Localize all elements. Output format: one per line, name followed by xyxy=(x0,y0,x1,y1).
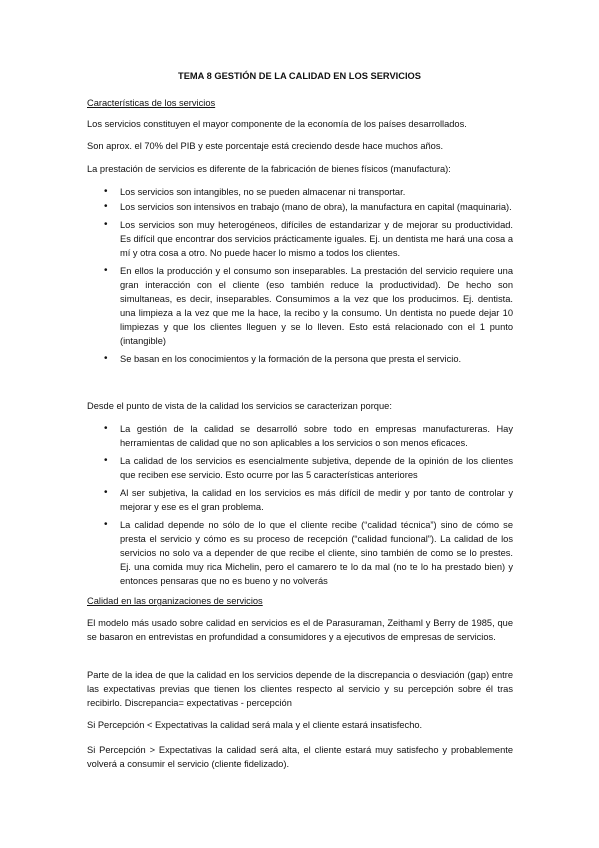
paragraph: El modelo más usado sobre calidad en servicios es el de Parasuraman, Zeithaml y Berry de 1985, que se basaron en entrevistas en profundidad a consumidores y a ejecutivos de empresas de servicios. xyxy=(87,618,513,642)
paragraph: Parte de la idea de que la calidad en los servicios depende de la discrepancia o desviación (gap) entre las expectativas previas que tienen los clientes respecto al servicio y su percepción sobre él tras recibirlo. Discrepancia= expectativas - percepción xyxy=(87,670,513,708)
page-title: TEMA 8 GESTIÓN DE LA CALIDAD EN LOS SERVICIOS xyxy=(178,71,421,81)
bullet-icon: • xyxy=(104,519,108,530)
list-item xyxy=(87,352,513,366)
list-item xyxy=(87,486,513,514)
list-item xyxy=(87,218,513,260)
list-item-text: Los servicios son intensivos en trabajo (mano de obra), la manufactura en capital (maquinaria). xyxy=(120,202,512,212)
list-item-text: Al ser subjetiva, la calidad en los servicios es más difícil de medir y por tanto de controlar y mejorar y ese es el gran problema. xyxy=(120,488,513,512)
section-heading-caracteristicas: Características de los servicios xyxy=(87,98,216,108)
bullet-icon: • xyxy=(104,487,108,498)
bullet-icon: • xyxy=(104,186,108,197)
bullet-icon: • xyxy=(104,265,108,276)
list-item-text: La gestión de la calidad se desarrolló sobre todo en empresas manufactureras. Hay herramientas de calidad que no son aplicables a los servicios o son menos eficaces. xyxy=(120,424,513,448)
list-item xyxy=(87,264,513,348)
list-item xyxy=(87,422,513,450)
list-item xyxy=(87,518,513,588)
list-item-text: Los servicios son muy heterogéneos, difíciles de estandarizar y de mejorar su productividad. Es difícil que encontrar dos servicios prácticamente iguales. Ej. un dentista me hará una cosa a mí y otra cosa a otro. No puede hacer lo mismo a todos los clientes. xyxy=(120,220,513,258)
list-item-text: En ellos la producción y el consumo son inseparables. La prestación del servicio requiere una gran interacción con el cliente (eso también reduce la productividad). De hecho son simultaneas, es decir, inseparables. Consumimos a la vez que los producimos. Ej. dentista. una limpieza a la vez que me la hace, la recibo y la consumo. Un dentista no puede dejar 10 limpiezas y que los clientes lleguen y se lo lleven. Esto está relacionado con el 1 punto (intangible) xyxy=(120,266,513,346)
paragraph: La prestación de servicios es diferente de la fabricación de bienes físicos (manufactura): xyxy=(87,164,451,174)
paragraph: Si Percepción > Expectativas la calidad será alta, el cliente estará muy satisfecho y probablemente volverá a consumir el servicio (cliente fidelizado). xyxy=(87,745,513,769)
bullet-icon: • xyxy=(104,219,108,230)
bullet-list-calidad xyxy=(87,422,513,588)
paragraph: Si Percepción < Expectativas la calidad será mala y el cliente estará insatisfecho. xyxy=(87,720,423,730)
bullet-icon: • xyxy=(104,353,108,364)
list-item-text: Se basan en los conocimientos y la formación de la persona que presta el servicio. xyxy=(120,354,462,364)
bullet-icon: • xyxy=(104,201,108,212)
bullet-icon: • xyxy=(104,455,108,466)
bullet-list-servicios xyxy=(87,185,513,366)
list-item xyxy=(87,185,513,199)
list-item-text: La calidad de los servicios es esencialmente subjetiva, depende de la opinión de los clientes que reciben ese servicio. Esto ocurre por las 5 características anteriores xyxy=(120,456,513,480)
list-item-text: Los servicios son intangibles, no se pueden almacenar ni transportar. xyxy=(120,187,406,197)
paragraph: Los servicios constituyen el mayor componente de la economía de los países desarrollados. xyxy=(87,119,467,129)
list-item xyxy=(87,200,513,214)
list-item-text: La calidad depende no sólo de lo que el cliente recibe (“calidad técnica”) sino de cómo se presta el servicio y cómo es su proceso de recepción (“calidad funcional”). La calidad de los servicios no solo va a depender de que recibe el cliente, sino también de como se lo prestes. Ej. una comida muy rica Michelin, pero el camarero te lo da mal (no te lo ha prestado bien) y entonces pensaras que no es bueno y no volverás xyxy=(120,520,513,586)
section-heading-calidad-organizaciones: Calidad en las organizaciones de servicios xyxy=(87,596,263,606)
paragraph: Son aprox. el 70% del PIB y este porcentaje está creciendo desde hace muchos años. xyxy=(87,141,444,151)
paragraph: Desde el punto de vista de la calidad los servicios se caracterizan porque: xyxy=(87,401,392,411)
list-item xyxy=(87,454,513,482)
bullet-icon: • xyxy=(104,423,108,434)
